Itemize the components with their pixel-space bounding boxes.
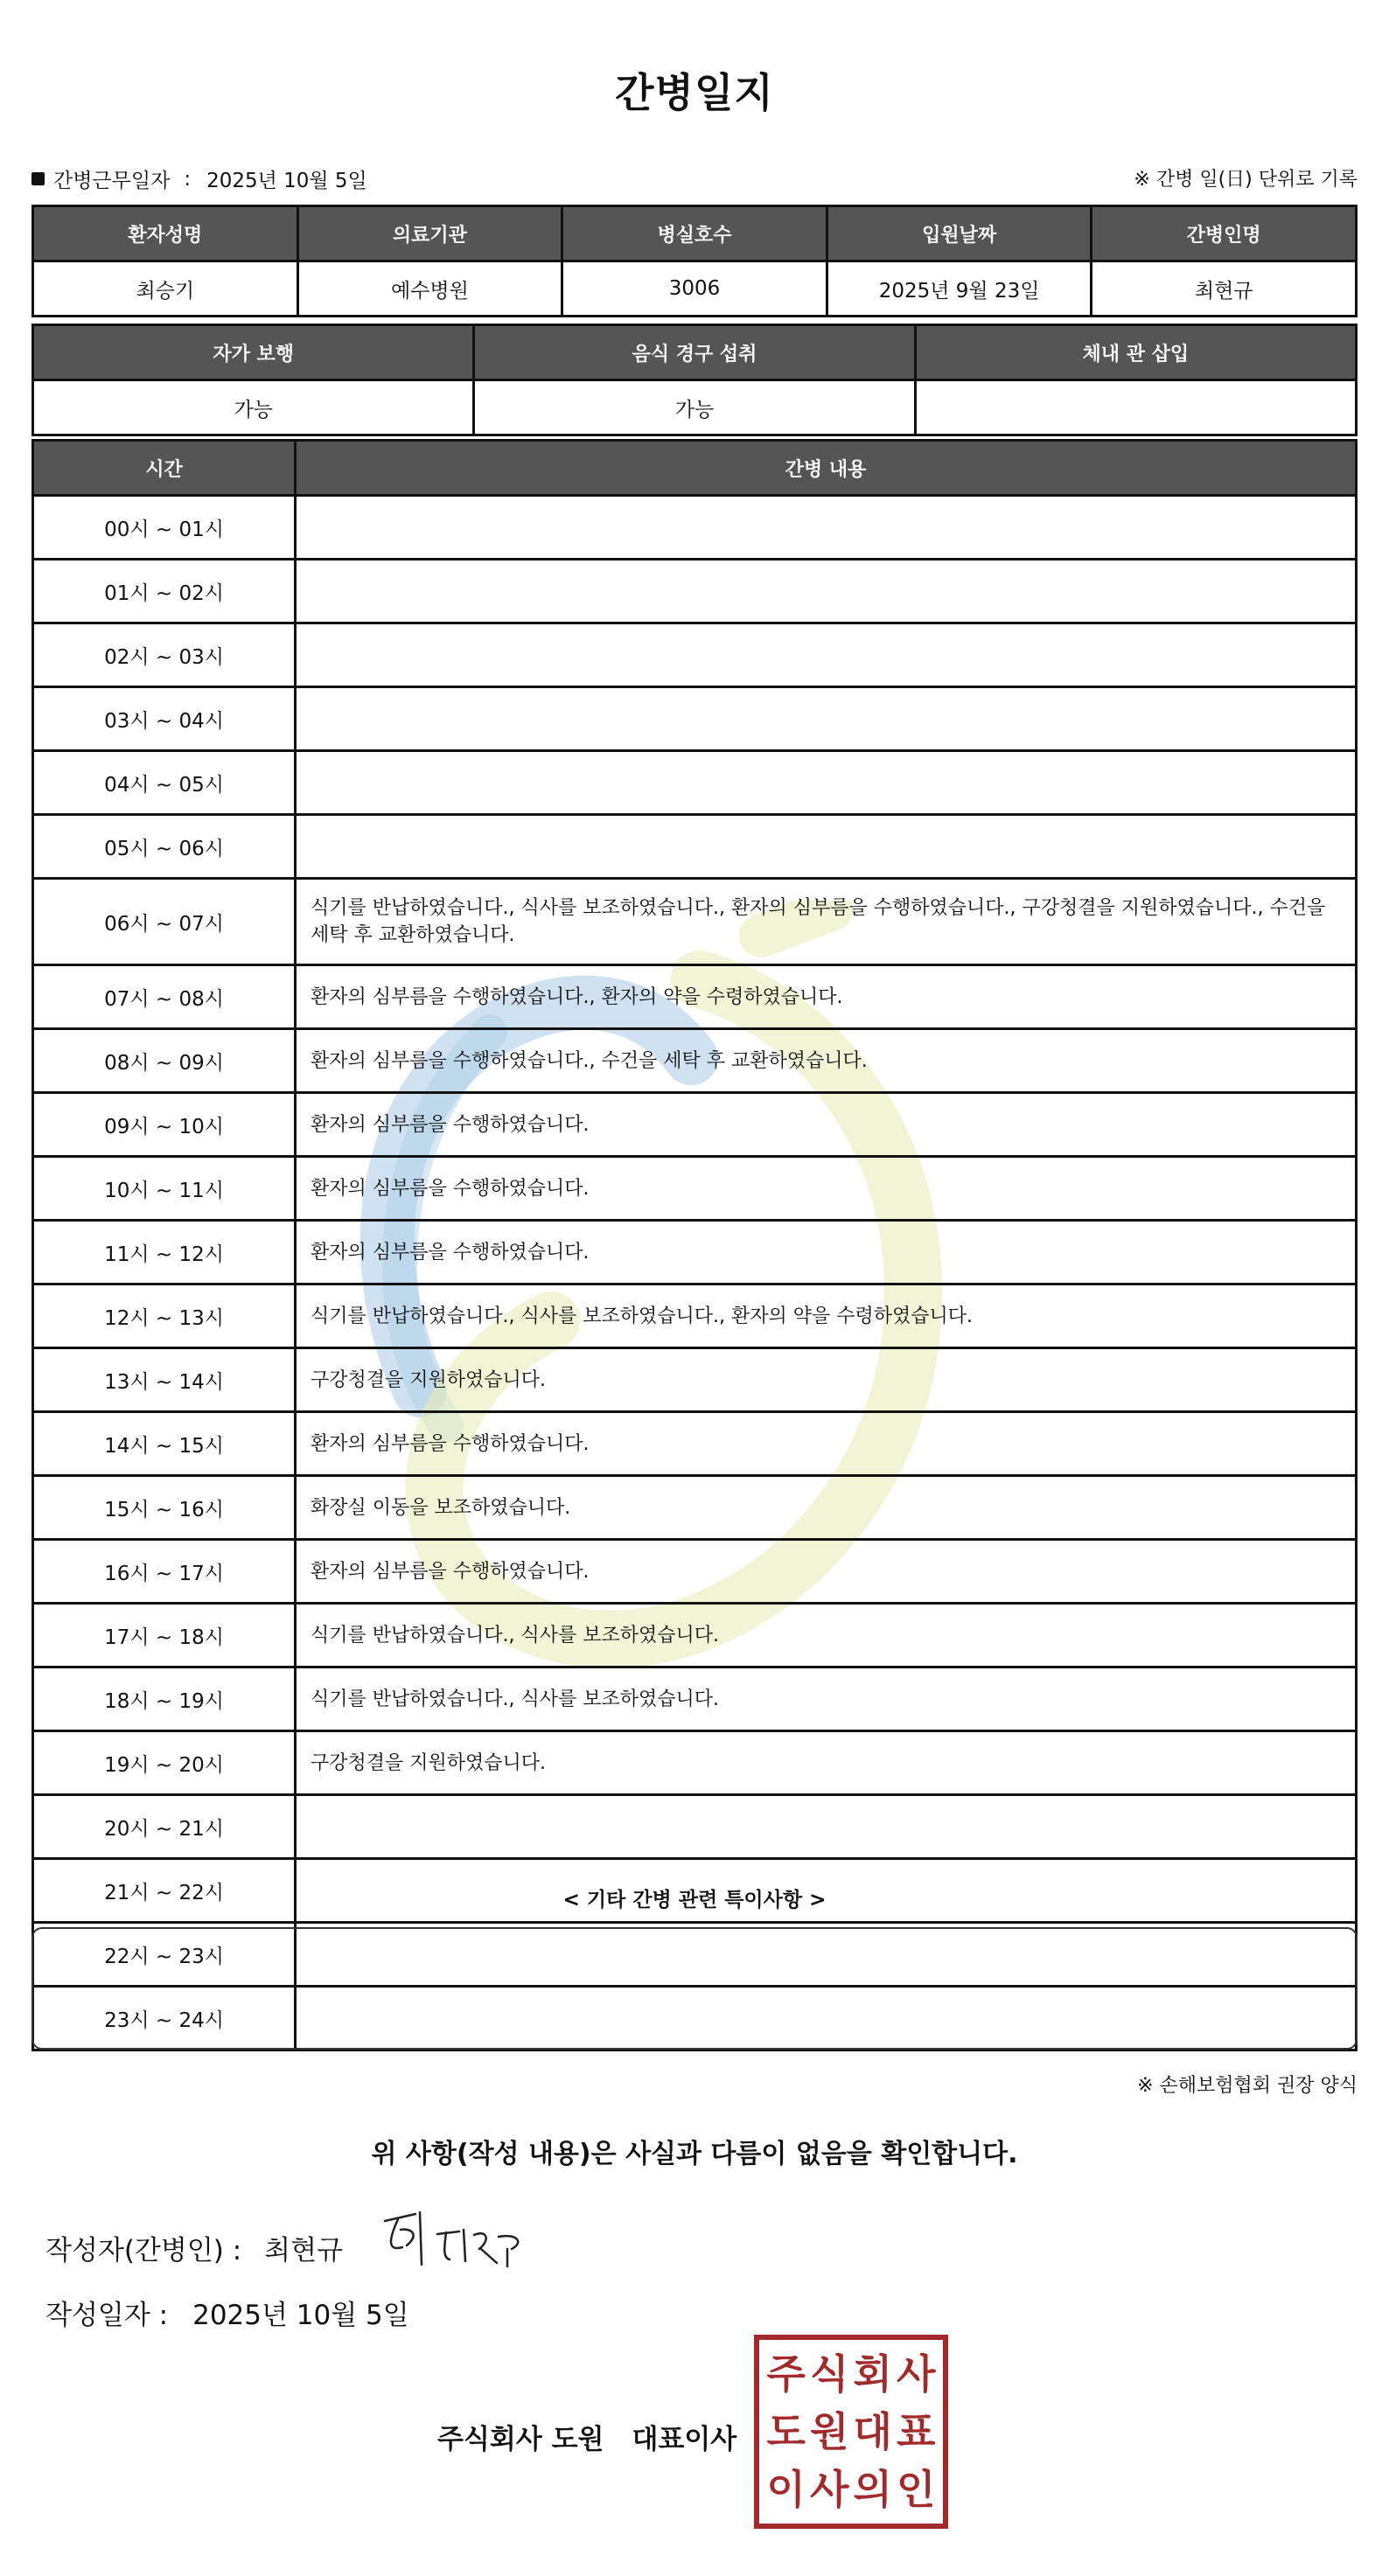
- writer-name: 최현규: [264, 2235, 344, 2266]
- content-cell: [296, 687, 1357, 751]
- table-row: [33, 687, 1357, 751]
- time-cell: 00시 ~ 01시: [33, 496, 296, 560]
- time-cell: 13시 ~ 14시: [33, 1348, 296, 1412]
- time-cell: 15시 ~ 16시: [33, 1476, 296, 1540]
- content-cell: [296, 751, 1357, 815]
- work-date-value: 2025년 10월 5일: [206, 170, 367, 192]
- ability-table: [31, 324, 1358, 436]
- time-cell: 12시 ~ 13시: [33, 1285, 296, 1348]
- care-log-table: [31, 439, 1358, 2051]
- time-cell: 09시 ~ 10시: [33, 1093, 296, 1157]
- time-cell: 22시 ~ 23시: [33, 1923, 296, 1987]
- content-cell: [296, 623, 1357, 687]
- caregiver-name: 최현규: [1092, 261, 1357, 317]
- seal-char: 사: [810, 2466, 849, 2513]
- hospital: 예수병원: [297, 261, 562, 317]
- content-cell: 환자의 심부름을 수행하였습니다.: [296, 1540, 1357, 1604]
- table-row: [33, 751, 1357, 815]
- special-notes-title: < 기타 간병 관련 특이사항 >: [562, 1889, 827, 1911]
- bullet-square-icon: [31, 172, 45, 185]
- self-walking-value: 가능: [33, 380, 474, 435]
- time-cell: 04시 ~ 05시: [33, 751, 296, 815]
- header-patient-name: 환자성명: [33, 206, 298, 261]
- content-cell: 식기를 반납하였습니다., 식사를 보조하였습니다.: [296, 1604, 1357, 1667]
- seal-char: 대: [853, 2408, 892, 2455]
- signature-image: [376, 2204, 534, 2273]
- written-date-label: 작성일자 :: [45, 2300, 169, 2331]
- time-cell: 17시 ~ 18시: [33, 1604, 296, 1667]
- seal-char: 회: [853, 2350, 892, 2398]
- table-row: [33, 879, 1357, 965]
- patient-name: 최승기: [33, 261, 298, 317]
- content-cell: 환자의 심부름을 수행하였습니다.: [296, 1221, 1357, 1285]
- time-cell: 11시 ~ 12시: [33, 1221, 296, 1285]
- seal-char: 의: [853, 2466, 892, 2513]
- tube-insertion-value: [915, 380, 1356, 435]
- content-cell: 식기를 반납하였습니다., 식사를 보조하였습니다.: [296, 1667, 1357, 1731]
- time-cell: 23시 ~ 24시: [33, 1987, 296, 2050]
- table-row: [33, 1412, 1357, 1476]
- table-row: [33, 965, 1357, 1029]
- header-tube-insertion: 체내 관 삽입: [915, 325, 1356, 380]
- time-cell: 21시 ~ 22시: [33, 1859, 296, 1923]
- header-hospital: 의료기관: [297, 206, 562, 261]
- content-cell: 환자의 심부름을 수행하였습니다.: [296, 1093, 1357, 1157]
- time-cell: 01시 ~ 02시: [33, 560, 296, 623]
- content-cell: [296, 496, 1357, 560]
- content-cell: [296, 815, 1357, 879]
- content-cell: 구강청결을 지원하였습니다.: [296, 1731, 1357, 1795]
- table-row: [33, 1157, 1357, 1221]
- form-note: ※ 손해보험협회 권장 양식: [1137, 2075, 1358, 2097]
- work-date-label: 간병근무일자: [53, 170, 171, 192]
- seal-char: 사: [897, 2350, 936, 2398]
- seal-char: 식: [810, 2350, 849, 2398]
- header-self-walking: 자가 보행: [33, 325, 474, 380]
- seal-char: 이: [766, 2466, 806, 2513]
- content-cell: 화장실 이동을 보조하였습니다.: [296, 1476, 1357, 1540]
- table-row: [33, 1476, 1357, 1540]
- work-date-separator: :: [184, 167, 192, 191]
- table-row: [33, 1221, 1357, 1285]
- header-care-content: 간병 내용: [296, 441, 1357, 496]
- table-row: [33, 815, 1357, 879]
- time-cell: 19시 ~ 20시: [33, 1731, 296, 1795]
- written-date-line: [45, 2293, 409, 2332]
- table-row: [33, 560, 1357, 623]
- content-cell: 환자의 심부름을 수행하였습니다.: [296, 1157, 1357, 1221]
- content-cell: 환자의 심부름을 수행하였습니다.: [296, 1412, 1357, 1476]
- seal-char: 인: [897, 2466, 936, 2513]
- seal-char: 표: [897, 2408, 936, 2455]
- special-notes-box: [31, 1927, 1358, 2050]
- table-row: [33, 1093, 1357, 1157]
- content-cell: 환자의 심부름을 수행하였습니다., 수건을 세탁 후 교환하였습니다.: [296, 1029, 1357, 1093]
- admission-date: 2025년 9월 23일: [827, 261, 1092, 317]
- table-row: [33, 1029, 1357, 1093]
- written-date-value: 2025년 10월 5일: [192, 2300, 409, 2331]
- table-row: [33, 1604, 1357, 1667]
- work-date: [31, 164, 367, 193]
- time-cell: 07시 ~ 08시: [33, 965, 296, 1029]
- table-row: [33, 1540, 1357, 1604]
- content-cell: [296, 560, 1357, 623]
- writer-line: [45, 2228, 343, 2267]
- time-cell: 10시 ~ 11시: [33, 1157, 296, 1221]
- company-line: [437, 2417, 736, 2456]
- header-oral-intake: 음식 경구 섭취: [474, 325, 915, 380]
- content-cell: 구강청결을 지원하였습니다.: [296, 1348, 1357, 1412]
- company-name: 주식회사 도원: [437, 2424, 604, 2455]
- seal-char: 도: [766, 2408, 806, 2455]
- time-cell: 05시 ~ 06시: [33, 815, 296, 879]
- content-cell: 식기를 반납하였습니다., 식사를 보조하였습니다., 환자의 심부름을 수행하였습니다., 구강청결을 지원하였습니다., 수건을 세탁 후 교환하였습니다.: [296, 879, 1357, 965]
- header-admission-date: 입원날짜: [827, 206, 1092, 261]
- unit-note: ※ 간병 일(日) 단위로 기록: [1134, 169, 1358, 191]
- header-caregiver-name: 간병인명: [1092, 206, 1357, 261]
- time-cell: 16시 ~ 17시: [33, 1540, 296, 1604]
- table-row: [33, 623, 1357, 687]
- company-seal-stamp: [754, 2335, 948, 2529]
- time-cell: 03시 ~ 04시: [33, 687, 296, 751]
- table-row: [33, 1667, 1357, 1731]
- seal-char: 주: [766, 2350, 806, 2398]
- time-cell: 20시 ~ 21시: [33, 1795, 296, 1859]
- confirmation-statement: 위 사항(작성 내용)은 사실과 다름이 없음을 확인합니다.: [371, 2139, 1018, 2169]
- table-row: [33, 496, 1357, 560]
- table-row: [33, 1348, 1357, 1412]
- content-cell: 환자의 심부름을 수행하였습니다., 환자의 약을 수령하였습니다.: [296, 965, 1357, 1029]
- table-row: [33, 1285, 1357, 1348]
- table-row: [33, 1795, 1357, 1859]
- content-cell: [296, 1795, 1357, 1859]
- time-cell: 18시 ~ 19시: [33, 1667, 296, 1731]
- company-representative: 대표이사: [632, 2424, 737, 2455]
- header-time: 시간: [33, 441, 296, 496]
- time-cell: 08시 ~ 09시: [33, 1029, 296, 1093]
- time-cell: 06시 ~ 07시: [33, 879, 296, 965]
- page-title: 간병일지: [615, 69, 774, 116]
- time-cell: 02시 ~ 03시: [33, 623, 296, 687]
- oral-intake-value: 가능: [474, 380, 915, 435]
- room-number: 3006: [562, 261, 827, 317]
- patient-info-table: [31, 205, 1358, 317]
- table-row: [33, 1731, 1357, 1795]
- content-cell: 식기를 반납하였습니다., 식사를 보조하였습니다., 환자의 약을 수령하였습니다.: [296, 1285, 1357, 1348]
- time-cell: 14시 ~ 15시: [33, 1412, 296, 1476]
- seal-char: 원: [810, 2408, 849, 2455]
- writer-label: 작성자(간병인) :: [45, 2235, 242, 2266]
- header-room-number: 병실호수: [562, 206, 827, 261]
